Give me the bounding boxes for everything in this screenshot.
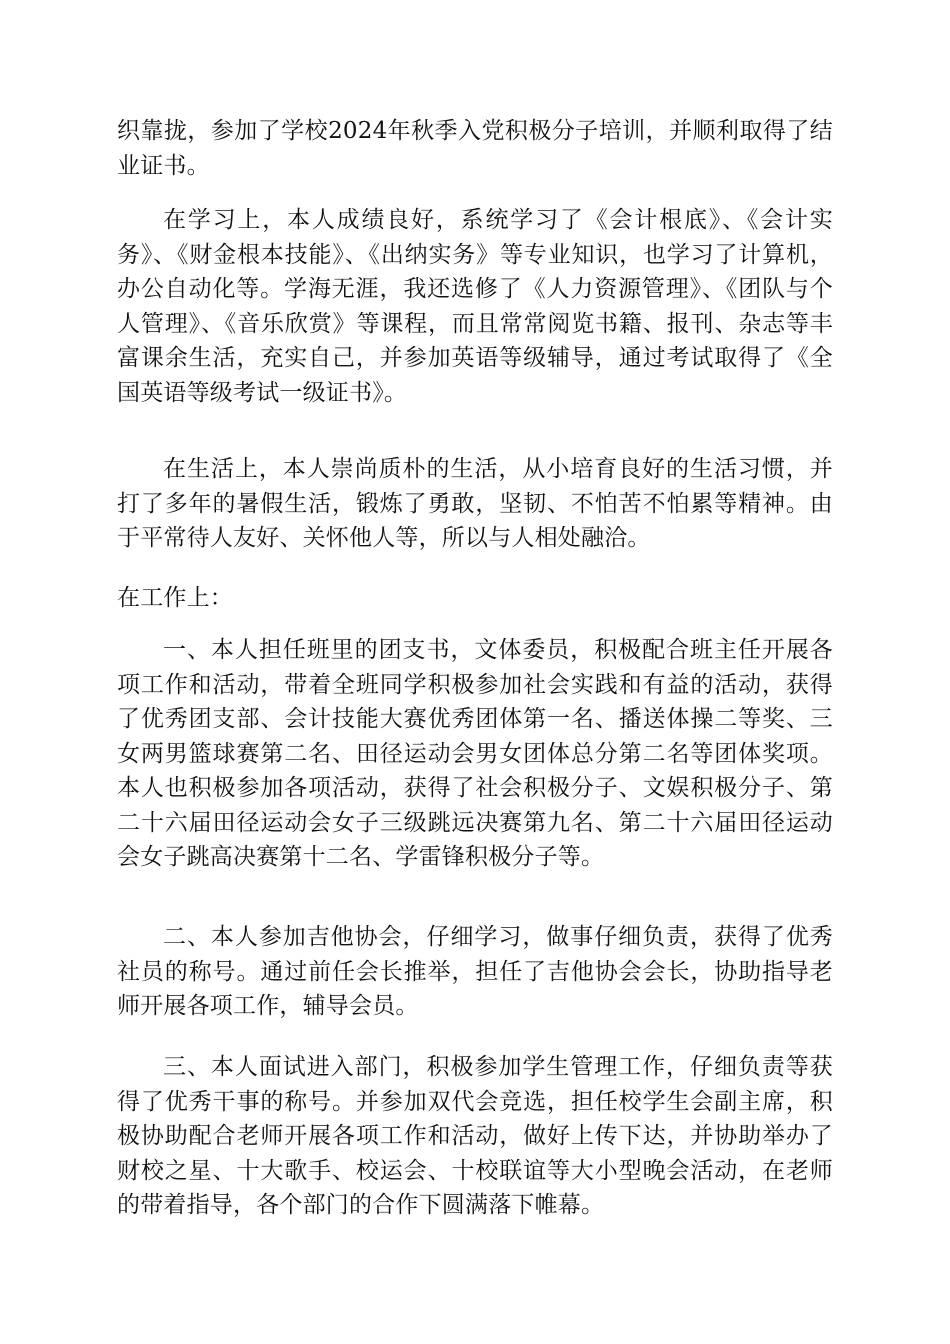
paragraph-work-item-1: 一、本人担任班里的团支书，文体委员，积极配合班主任开展各项工作和活动，带着全班同学积极参加社会实践和有益的活动，获得了优秀团支部、会计技能大赛优秀团体第一名、播送体操二等奖、三女两男篮球赛第二名、田径运动会男女团体总分第二名等团体奖项。本人也积极参加各项活动，获得了社会积极分子、文娱积极分子、第二十六届田径运动会女子三级跳远决赛第九名、第二十六届田径运动会女子跳高决赛第十二名、学雷锋积极分子等。 (117, 637, 833, 870)
paragraph-life: 在生活上，本人崇尚质朴的生活，从小培育良好的生活习惯，并打了多年的暑假生活，锻炼了勇敢，坚韧、不怕苦不怕累等精神。由于平常待人友好、关怀他人等，所以与人相处融洽。 (117, 456, 833, 551)
paragraph-work-item-2: 二、本人参加吉他协会，仔细学习，做事仔细负责，获得了优秀社员的称号。通过前任会长推举，担任了吉他协会会长，协助指导老师开展各项工作，辅导会员。 (117, 924, 833, 1019)
section-heading-work: 在工作上： (117, 585, 233, 611)
paragraph-study: 在学习上，本人成绩良好，系统学习了《会计根底》、《会计实务》、《财金根本技能》、《出纳实务》等专业知识，也学习了计算机，办公自动化等。学海无涯，我还选修了《人力资源管理》、《团队与个人管理》、《音乐欣赏》等课程，而且常常阅览书籍、报刊、杂志等丰富课余生活，充实自己，并参加英语等级辅导，通过考试取得了《全国英语等级考试一级证书》。 (117, 207, 833, 406)
paragraph-work-item-3: 三、本人面试进入部门，积极参加学生管理工作，仔细负责等获得了优秀干事的称号。并参加双代会竞选，担任校学生会副主席，积极协助配合老师开展各项工作和活动，做好上传下达，并协助举办了财校之星、十大歌手、校运会、十校联谊等大小型晚会活动，在老师的带着指导，各个部门的合作下圆满落下帷幕。 (117, 1054, 833, 1218)
paragraph-party-training: 织靠拢，参加了学校2024年秋季入党积极分子培训，并顺利取得了结业证书。 (117, 118, 833, 179)
